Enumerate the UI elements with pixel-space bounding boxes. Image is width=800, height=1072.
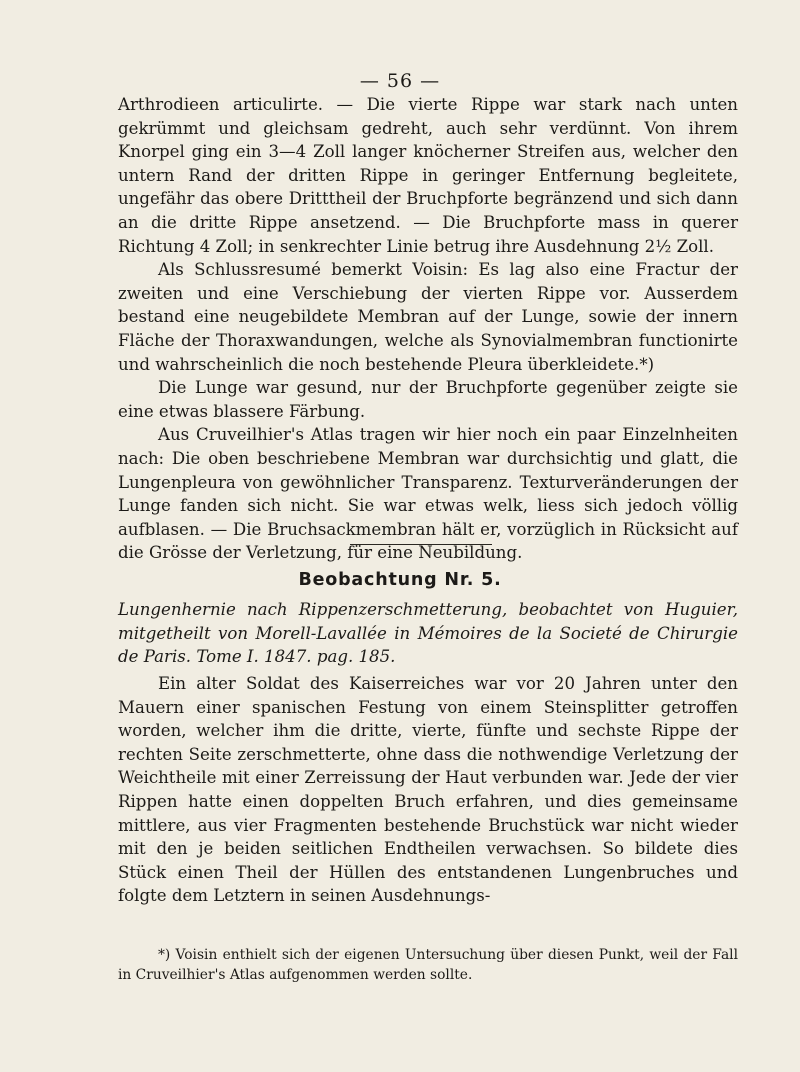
footnote-text: *) Voisin enthielt sich der eigenen Untersuchung über diesen Punkt, weil der Fall in Cruveilhier's Atlas aufgenommen werden sollte. [118,947,738,983]
section-heading: Beobachtung Nr. 5. [298,570,502,590]
footnote [118,945,738,985]
body-text-top [118,93,738,565]
section-subtitle: Lungenhernie nach Rippenzerschmetterung, beobachtet von Huguier, mitgetheilt von Morell-Lavallée in Mémoires de la Societé de Chirurgie de Paris. Tome I. 1847. pag. 185. [118,600,738,667]
paragraph: Arthrodieen articulirte. — Die vierte Rippe war stark nach unten gekrümmt und gleichsam gedreht, auch sehr verdünnt. Von ihrem Knorpel ging ein 3—4 Zoll langer knöcherner Streifen aus, welcher den untern Rand der dritten Rippe in geringer Entfernung begleitete, ungefähr das obere Dritttheil der Bruchpforte begränzend und sich dann an die dritte Rippe ansetzend. — Die Bruchpforte mass in querer Richtung 4 Zoll; in senkrechter Linie betrug ihre Ausdehnung 2½ Zoll. [118,95,738,256]
section-divider [350,544,492,545]
page-number: — 56 — [359,70,441,92]
paragraph: Als Schlussresumé bemerkt Voisin: Es lag also eine Fractur der zweiten und eine Verschiebung der vierten Rippe vor. Ausserdem bestand eine neugebildete Membran auf der Lunge, sowie der innern Fläche der Thoraxwandungen, welche als Synovialmembran functionirte und wahrscheinlich die noch bestehende Pleura überkleidete.*) [118,260,738,374]
paragraph: Aus Cruveilhier's Atlas tragen wir hier noch ein paar Einzelnheiten nach: Die oben beschriebene Membran war durchsichtig und glatt, die Lungenpleura von gewöhnlicher Transparenz. Texturveränderungen der Lunge fanden sich nicht. Sie war etwas welk, liess sich jedoch völlig aufblasen. — Die Bruchsackmembran hält er, vorzüglich in Rücksicht auf die Grösse der Verletzung, für eine Neubildung. [118,425,738,563]
body-text-bottom [118,672,738,908]
paragraph: Ein alter Soldat des Kaiserreiches war vor 20 Jahren unter den Mauern einer spanischen Festung von einem Steinsplitter getroffen worden, welcher ihm die dritte, vierte, fünfte und sechste Rippe der rechten Seite zerschmetterte, ohne dass die nothwendige Verletzung der Weichtheile mit einer Zerreissung der Haut verbunden war. Jede der vier Rippen hatte einen doppelten Bruch erfahren, und dies gemeinsame mittlere, aus vier Fragmenten bestehende Bruchstück war nicht wieder mit den je beiden seitlichen Endtheilen verwachsen. So bildete dies Stück einen Theil der Hüllen des entstandenen Lungenbruches und folgte dem Letztern in seinen Ausdehnungs- [118,674,738,906]
paragraph: Die Lunge war gesund, nur der Bruchpforte gegenüber zeigte sie eine etwas blassere Färbung. [118,378,738,421]
